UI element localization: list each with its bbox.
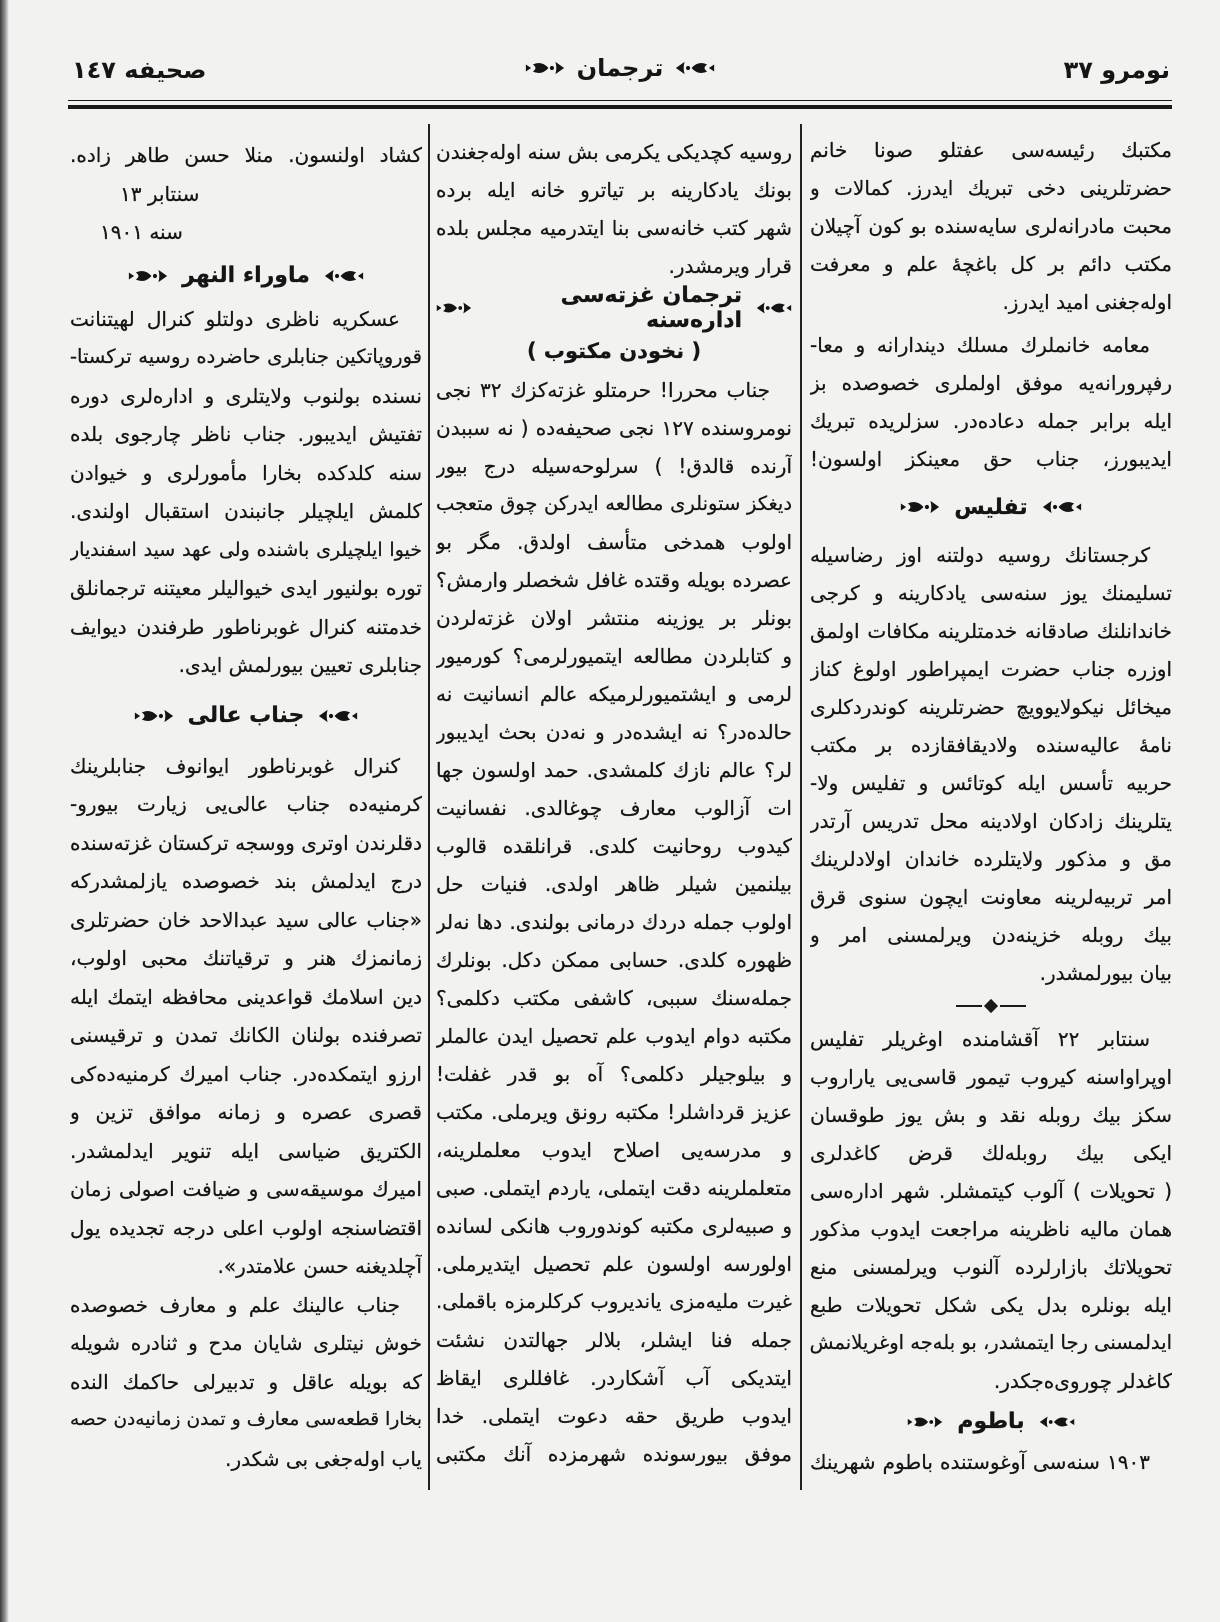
text-line: كلمش ایلچیلر جانبندن استقبال اولندی. <box>70 499 422 523</box>
section-subheading: ( نخودن مكتوب ) <box>526 339 702 363</box>
text-line: دیغكز ستونلری مطالعه ایدركن چوق متعجب <box>436 492 792 515</box>
fleuron-icon <box>756 299 792 317</box>
text-line: مق و مذكور ولایتلرده خاندان اولادلرینك <box>810 847 1172 871</box>
text-line: ظهوره كلدی. حسابی ممكن دكل. بونلرك <box>436 948 792 972</box>
text-line: اولورسه اولسون علم تحصیل ایتدیرملی. <box>436 1252 792 1276</box>
text-line: ایله برابر جمله دعاده‌در. سزلریده تبریك <box>810 409 1172 433</box>
column-rule <box>800 124 802 1490</box>
issue-number: نومرو ٣٧ <box>1063 56 1170 84</box>
column-rule <box>428 124 430 1490</box>
text-line: دقلرندن اوتری ووسجه تركستان غزته‌سنده <box>70 830 422 855</box>
text-line: قوروپاتكین جنابلری حاضرده روسیه تركستا- <box>70 345 422 368</box>
text-line: تسلیمنك یوز سنه‌سی یادكارینه و كرجی <box>810 581 1172 605</box>
text-line: قصری عصره و زمانه موافق تزین و <box>70 1100 422 1124</box>
text-line: یاب اوله‌جغی بی شكدر. <box>225 1446 422 1471</box>
text-line: و مدرسه‌یی اصلاح ایدوب معلملرینه، <box>436 1138 792 1162</box>
text-line: قرار ویرمشدر. <box>668 254 792 278</box>
newspaper-title: ترجمان <box>576 54 664 82</box>
text-line: مكتبه دوام ایدوب علم تحصیل ایدن عالملر <box>436 1024 792 1048</box>
diamond-icon <box>984 999 998 1013</box>
masthead-double-rule <box>68 100 1172 109</box>
text-line: كیدوب روحانیت كلدی. قرانلقده قالوب <box>436 834 792 858</box>
text-line: ایكی بیك روبله‌لك قرض كاغدلری <box>810 1141 1172 1165</box>
text-line: لرمی و ایشتمیورلرمیكه عالم انسانیت نه <box>436 682 792 706</box>
column-middle <box>436 133 792 1473</box>
text-line: مكتب دائم بر كل باغچهٔ علم و معرفت <box>810 252 1172 276</box>
text-line: اولوب همدخی متأسف اولدق. مگر بو <box>436 530 792 554</box>
section-heading-text: جناب عالی <box>187 703 305 728</box>
separator-line <box>956 1005 982 1007</box>
text-line: رفپرورانه‌یه موفق اولملری خصوصده بز <box>810 371 1172 395</box>
fleuron-icon <box>134 707 174 725</box>
text-line: ات آزالوب معارف چوغالدی. نفسانیت <box>436 796 792 820</box>
text-line: سنه كلدكده بخارا مأمورلری و خیوادن <box>70 460 422 485</box>
text-line: كرمنیه‌ده جناب عالی‌یی زیارت بیورو- <box>70 792 422 816</box>
text-line: جمله‌سنك سببی، كاشفی مكتب دكلمی؟ <box>436 986 792 1010</box>
text-line: معامه خانملرك مسلك دیندارانه و معا- <box>810 333 1150 357</box>
text-line: ایدوب طریق حقه دعوت ایتملی. خدا <box>436 1404 792 1428</box>
text-line: خیوا ایلچیلری باشنده ولی عهد سید اسفندیار <box>70 538 422 561</box>
fleuron-icon <box>1039 1414 1075 1430</box>
text-line: دین اسلامك قواعدینی محافظه ایتمك ایله <box>70 984 422 1009</box>
text-line: اوزره جناب حضرت ایمپراطور اولوغ كناز <box>810 657 1172 681</box>
newspaper-title-block <box>68 54 1172 82</box>
text-line: كشاد اولنسون. منلا حسن طاهر زاده. <box>70 143 422 167</box>
text-line: اقتضاسنجه اولوب اعلی درجه تجدیده یول <box>70 1215 422 1240</box>
fleuron-icon <box>907 1414 943 1430</box>
text-line: اولوب جمله دردك درمانی بولندی. دها نه‌لر <box>436 910 792 934</box>
text-line: بخارا قطعه‌سی معارف و تمدن زمانیه‌دن حصه <box>70 1409 422 1430</box>
text-line: یتلرینك زادكان اولادینه محل تدریس آرتدر <box>810 809 1172 833</box>
text-line: ارزو ایتمكده‌در. جناب امیرك كرمنیه‌ده‌كی <box>70 1061 422 1086</box>
text-line: بیك روبله خزینه‌دن ویرلمسنی امر و <box>810 923 1172 947</box>
text-line: جناب محررا! حرمتلو غزته‌كزك ٣٢ نجی <box>436 378 770 402</box>
column-left <box>70 136 422 1478</box>
text-line: خاندانلنك صادقانه خدمتلرینه مكافات اولمق <box>810 619 1172 643</box>
text-line: و بیلوجیلر دكلمی؟ آه بو قدر غفلت! <box>436 1062 792 1086</box>
text-line: آچلدیغنه حسن علامتدر». <box>217 1254 422 1278</box>
text-line: سكز بیك روبله نقد و بش یوز طوقسان <box>810 1103 1172 1127</box>
section-heading-transoxiana <box>70 252 422 300</box>
fleuron-icon <box>1042 498 1082 516</box>
section-heading-batum <box>810 1400 1172 1443</box>
text-line: میخائل نیكولایوویچ حضرتلرینه كوندردكلری <box>810 695 1172 719</box>
text-line: اوله‌جغنی امید ایدرز. <box>1002 290 1172 314</box>
text-line: كنرال غوبرناطور ایوانوف جنابلرینك <box>70 753 400 778</box>
text-line: عسكریه ناظری دولتلو كنرال لهیتنانت <box>70 306 400 331</box>
column-right <box>810 131 1172 1481</box>
text-line: شهر كتب خانه‌سی بنا ایتدرمیه مجلس بلده <box>436 216 792 240</box>
section-separator <box>810 992 1172 1020</box>
fleuron-icon <box>318 707 358 725</box>
text-line: جناب عالینك علم و معارف خصوصده <box>70 1292 400 1317</box>
text-line: بونك یادكارینه بر تیاترو خانه ایله برده <box>436 178 792 202</box>
text-line: خدمتنه كنرال غوبرناطور طرفندن دیوایف <box>70 614 422 639</box>
text-line: جنابلری تعیین بیورلمش ایدی. <box>178 653 422 677</box>
text-line: آرنده قالدق! ) سرلوحه‌سیله درج بیور <box>436 454 792 478</box>
section-heading-text: ماوراء النهر <box>182 263 310 288</box>
text-line: كه بویله عاقل و تدبیرلی حاكمك النده <box>70 1369 422 1394</box>
text-line: نامهٔ عالیه‌سنده ولادیقافقازده بر مكتب <box>810 733 1172 757</box>
text-line: متعلملرینه دقت ایتملی، یاردم ایتملی. صبی <box>436 1176 792 1200</box>
text-line: بونلر بر یوزینه منتشر اولان غزته‌لردن <box>436 606 792 630</box>
text-line: ( تحویلات ) آلوب كیتمشلر. شهر اداره‌سی <box>810 1179 1172 1203</box>
text-line: تحویلاتك بازارلرده آلنوب ویرلمسنی منع <box>810 1255 1172 1279</box>
text-line: ایدلمسنی رجا ایتمشدر، بو بله‌جه اوغریلانمش <box>810 1331 1172 1354</box>
text-line: لر؟ عالم نازك كلمشدی. حمد اولسون جها <box>436 758 792 782</box>
fleuron-icon <box>436 299 472 317</box>
masthead <box>68 52 1172 98</box>
text-line: نومروسنده ١٢٧ نجی صحیفه‌ده ( نه سببدن <box>436 416 792 440</box>
text-line: نسنده بولنوب ولایتلری و اداره‌لری دوره <box>70 383 422 408</box>
text-line: عصرده بویله وقتده غافل شخصلر وارمش؟ <box>436 568 792 592</box>
text-line: محبت مادرانه‌لری سایه‌سنده بو كون آچیلان <box>810 214 1172 238</box>
fleuron-icon <box>324 267 364 285</box>
text-line: سنتابر ٢٢ آقشامنده اوغریلر تفلیس <box>810 1027 1150 1051</box>
separator-line <box>1000 1005 1026 1007</box>
text-line: حضرتلرینی دخی تبریك ایدرز. كمالات و <box>810 176 1172 200</box>
text-line: خوش نیتلری شایان مدح و ثنادره شویله <box>70 1331 422 1355</box>
section-heading-letter <box>436 285 792 331</box>
text-line: حربیه تأسس ایله كوتائس و تفلیس ولا- <box>810 771 1172 795</box>
text-line: «جناب عالی سید عبدالاحد خان حضرتلری <box>70 907 422 932</box>
text-line: و صبیه‌لری مكتبه كوندوروب هانكی لسانده <box>436 1214 792 1238</box>
section-heading-tiflis <box>810 478 1172 536</box>
text-line: توره بولنیور ایدی خیوالیلر معیتنه ترجمانلق <box>70 576 422 600</box>
text-line: حالده‌در؟ نه ایشده‌در و نه‌دن بحث ایدیبور <box>436 720 792 744</box>
text-line: عزیز قرداشلر! مكتبه رونق ویرملی. مكتب <box>436 1100 792 1124</box>
section-heading-text: تفلیس <box>954 494 1028 520</box>
text-line: ایدیبورز، جناب حق معینكز اولسون! <box>810 447 1172 471</box>
fleuron-icon <box>900 498 940 516</box>
text-line: روسیه كچدیكی یكرمی بش سنه اوله‌جغندن <box>436 140 792 164</box>
page-number: صحيفه ١٤٧ <box>72 56 207 84</box>
text-line: زمانمزك هنر و ترقیاتنك محبی اولوب، <box>70 946 422 970</box>
scan-edge-shadow <box>0 0 9 1622</box>
text-line: تفتیش ایدیبور. جناب ناظر چارجوی بلده <box>70 422 422 446</box>
fleuron-icon <box>525 59 565 77</box>
fleuron-icon <box>675 59 715 77</box>
text-line: و كتابلردن مطالعه ایتمیورلرمی؟ كورمیور <box>436 644 792 668</box>
text-line: ایله بونلره بدل یكی شكل تحویلات طبع <box>810 1293 1172 1317</box>
section-heading-text: باطوم <box>957 1409 1025 1434</box>
fleuron-icon <box>128 267 168 285</box>
text-line: همان مالیه ناظرینه مراجعت ایدوب مذكور <box>810 1217 1172 1241</box>
text-line: ایتدیكی آب آشكاردر. غافللری ایقاظ <box>436 1366 792 1390</box>
text-line: ١٩٠٣ سنه‌سی آوغوستنده باطوم شهرینك <box>810 1450 1150 1474</box>
text-line: بیلنمین شیلر ظاهر اولدی. فنیات حل <box>436 872 792 896</box>
text-line: امر تربیه‌لرینه معاونت ایچون سنوی قرق <box>810 885 1172 909</box>
text-line: مكتبك رئیسه‌سی عفتلو صونا خانم <box>810 138 1172 162</box>
text-line: بیان بیورلمشدر. <box>1039 961 1172 985</box>
text-line: غیرت ملیه‌مزی یاندیروب كركلرمزه باقملی. <box>436 1290 792 1313</box>
text-line: تصرفنده بولنان الكانك تمدن و ترقیسنی <box>70 1023 422 1047</box>
letter-date: سنتابر ١٣ <box>120 181 200 206</box>
section-heading-emir <box>70 685 422 747</box>
text-line: اوپراواسنه كیروب تیمور قاسی‌یی یاراروب <box>810 1065 1172 1089</box>
text-line: درج ایدلمش بند خصوصده یازلمشدركه <box>70 869 422 893</box>
text-line: موفق بیورسونده شهرمزده آنك مكتبی <box>436 1442 792 1466</box>
text-line: كرجستانك روسیه دولتنه اوز رضاسیله <box>810 543 1150 567</box>
text-line: جمله فنا ایشلر، بلالر جهالتدن نشئت <box>436 1328 792 1352</box>
text-line: الكتریق ضیاسی ایله تنویر ایدلمشدر. <box>70 1138 422 1163</box>
text-line: امیرك موسیقه‌سی و ضیافت اصولی زمان <box>70 1177 422 1201</box>
text-line: كاغدلر چوروی‌ه‌جكدر. <box>993 1369 1172 1393</box>
section-heading-text: ترجمان غزته‌سی اداره‌سنه <box>560 283 743 333</box>
letter-year: سنه ١٩٠١ <box>100 220 183 244</box>
